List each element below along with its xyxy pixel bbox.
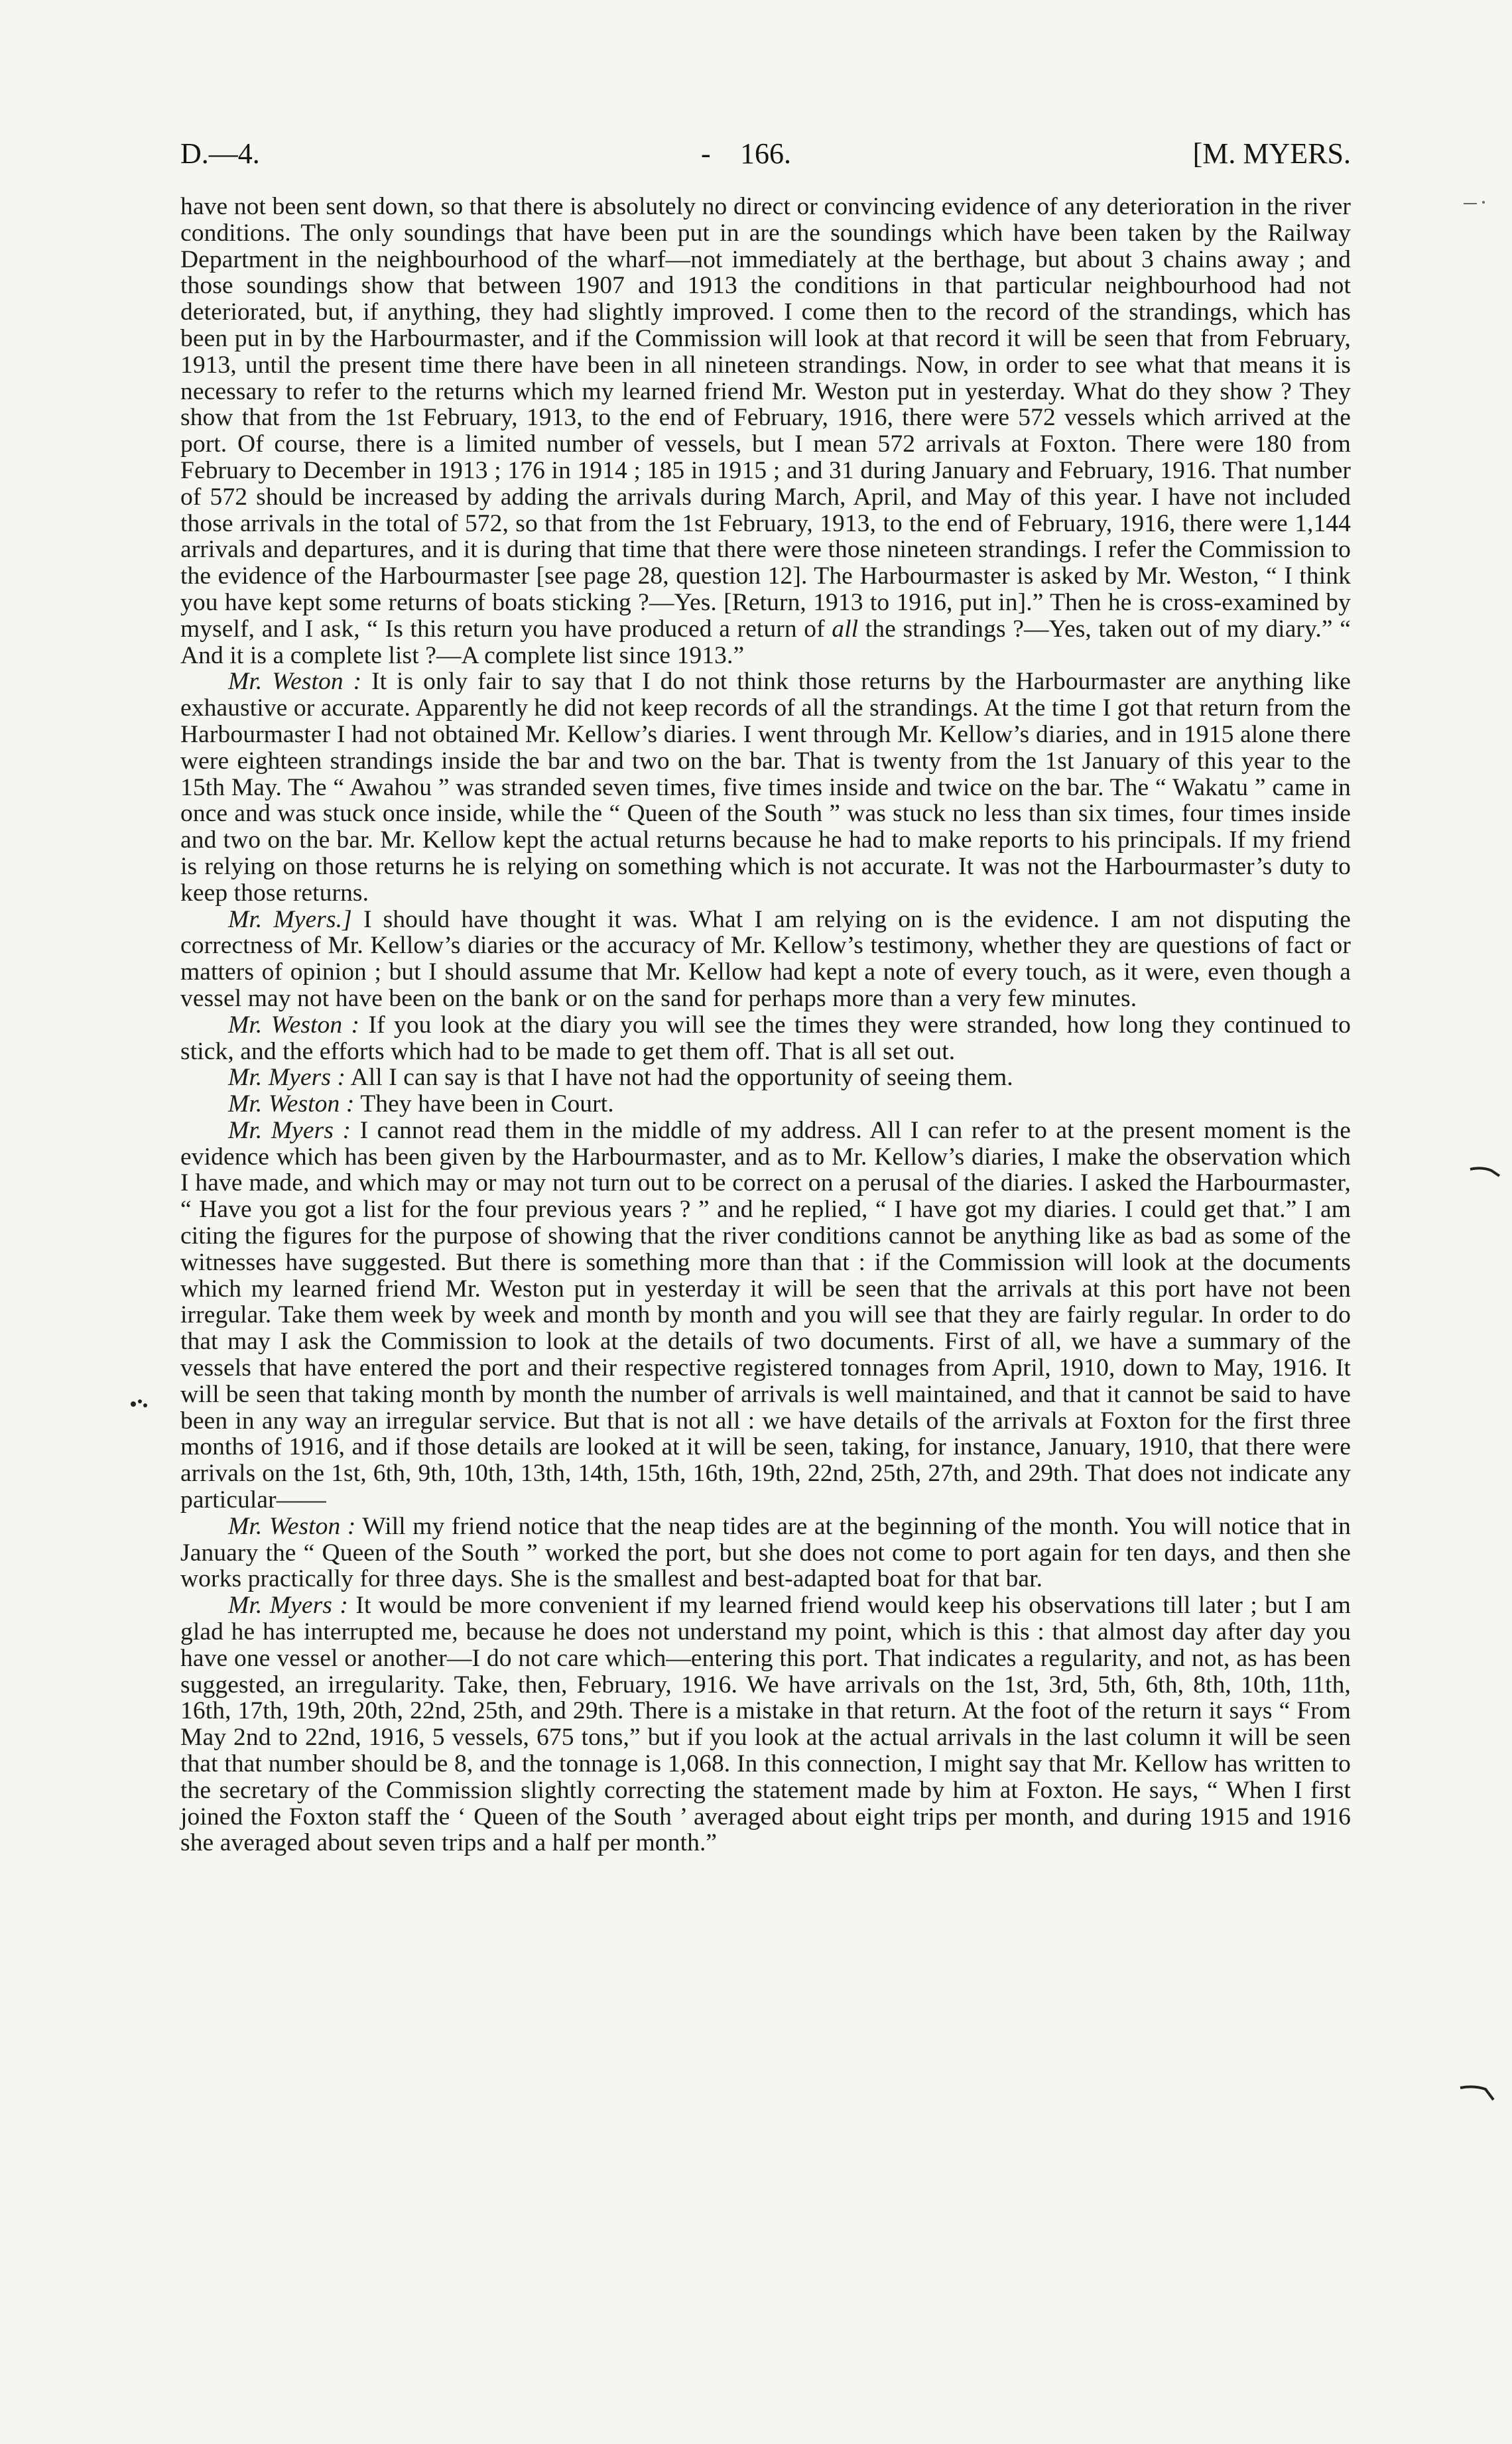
paragraph xyxy=(180,1012,1351,1065)
speaker-name: Mr. Weston : xyxy=(228,1512,356,1540)
paragraph-text: have not been sent down, so that there is absolutely no direct or convincing evidence of any deterioration in the river conditions. The only soundings that have been put in are the soundings which have been taken by the Railway Department in the neighbourhood of the wharf—not immediately at the berthage, but about 3 chains away ; and those soundings show that between 1907 and 1913 the conditions in that particular neighbourhood had not deteriorated, but, if anything, they had slightly improved. I come then to the record of the strandings, which has been put in by the Harbourmaster, and if the Commission will look at that record it will be seen that from February, 1913, until the present time there have been in all nineteen strandings. Now, in order to see what that means it is necessary to refer to the returns which my learned friend Mr. Weston put in yesterday. What do they show ? They show that from the 1st February, 1913, to the end of February, 1916, there were 572 vessels which arrived at the port. Of course, there is a limited number of vessels, but I mean 572 arrivals at Foxton. There were 180 from February to December in 1913 ; 176 in 1914 ; 185 in 1915 ; and 31 during January and February, 1916. That number of 572 should be increased by adding the arrivals during March, April, and May of this year. I have not included those arrivals in the total of 572, so that from the 1st February, 1913, to the end of February, 1916, there were 1,144 arrivals and departures, and it is during that time that there were those nineteen strandings. I refer the Commission to the evidence of the Harbourmaster [see page 28, question 12]. The Harbourmaster is asked by Mr. Weston, “ I think you have kept some returns of boats sticking ?—Yes. [Return, 1913 to 1916, put in].” Then he is cross-examined by myself, and I ask, “ Is this return you have produced a return of xyxy=(180,193,1351,643)
document-reference: D.—4. xyxy=(180,137,260,170)
speaker-heading: [M. MYERS. xyxy=(1192,137,1351,170)
margin-stroke-mark xyxy=(1459,2083,1499,2104)
speaker-name: Mr. Myers : xyxy=(228,1592,348,1620)
speaker-name: Mr. Weston : xyxy=(228,1011,360,1039)
speaker-name: Mr. Weston : xyxy=(228,668,362,696)
paragraph-text: Will my friend notice that the neap tides are at the beginning of the month. You will notice that in January the “ Queen of the South ” worked the port, but she does not come to port again for ten days, and then she works practically for three days. She is the smallest and best-adapted boat for that bar. xyxy=(180,1512,1351,1593)
header-separator: - xyxy=(701,137,711,170)
paragraph xyxy=(180,1118,1351,1513)
paragraph xyxy=(180,1064,1351,1091)
paragraph-text: They have been in Court. xyxy=(354,1090,614,1118)
paragraph-text: the strandings ?—Yes, taken out of my diary.” “ And it is a complete list ?—A complete list since 1913.” xyxy=(180,615,1351,669)
paragraph xyxy=(180,1592,1351,1856)
paragraph-text: If you look at the diary you will see the times they were stranded, how long they continued to stick, and the efforts which had to be made to get them off. That is all set out. xyxy=(180,1011,1351,1065)
paragraph-text: It is only fair to say that I do not think those returns by the Harbourmaster are anything like exhaustive or accurate. Apparently he did not keep records of all the strandings. At the time I got that return from the Harbourmaster I had not obtained Mr. Kellow’s diaries. I went through Mr. Kellow’s diaries, and in 1915 alone there were eighteen strandings inside the bar and two on the bar. That is twenty from the 1st January of this year to the 15th May. The “ Awahou ” was stranded seven times, five times inside and twice on the bar. The “ Wakatu ” came in once and was stuck once inside, while the “ Queen of the South ” was stuck no less than six times, four times inside and two on the bar. Mr. Kellow kept the actual returns because he had to make reports to his principals. If my friend is relying on those returns he is relying on something which is not accurate. It was not the Harbourmaster’s duty to keep those returns. xyxy=(180,668,1351,907)
page-header xyxy=(180,137,1351,176)
paragraph-text: I cannot read them in the middle of my address. All I can refer to at the present moment is the evidence which has been given by the Harbourmaster, and as to Mr. Kellow’s diaries, I make the observation which I have made, and which may or may not turn out to be correct on a perusal of the diaries. I asked the Harbourmaster, “ Have you got a list for the four previous years ? ” and he replied, “ I have got my diaries. I could get that.” I am citing the figures for the purpose of showing that the river conditions cannot be anything like as bad as some of the witnesses have suggested. But there is something more than that : if the Commission will look at the documents which my learned friend Mr. Weston put in yesterday it will be seen that the arrivals at this port have not been irregular. Take them week by week and month by month and you will see that they are fairly regular. In order to do that may I ask the Commission to look at the details of two documents. First of all, we have a summary of the vessels that have entered the port and their respective registered tonnages from April, 1910, down to May, 1916. It will be seen that taking month by month the number of arrivals is well maintained, and that it cannot be said to have been in any way an irregular service. But that is not all : we have details of the arrivals at Foxton for the first three months of 1916, and if those details are looked at it will be seen, taking, for instance, January, 1910, that there were arrivals on the 1st, 6th, 9th, 10th, 13th, 14th, 15th, 16th, 19th, 22nd, 25th, 27th, and 29th. That does not indicate any particular—— xyxy=(180,1116,1351,1514)
paragraph xyxy=(180,669,1351,906)
paragraph-text: I should have thought it was. What I am relying on is the evidence. I am not disputing the correctness of Mr. Kellow’s diaries or the accuracy of Mr. Kellow’s testimony, whether they are questions of fact or matters of opinion ; but I should assume that Mr. Kellow had kept a note of every touch, as it were, even though a vessel may not have been on the bank or on the sand for perhaps more than a very few minutes. xyxy=(180,905,1351,1012)
paragraph xyxy=(180,1513,1351,1592)
margin-tick-mark xyxy=(1462,199,1489,208)
speaker-name: Mr. Weston : xyxy=(228,1090,355,1118)
emphasis-text: all xyxy=(832,615,859,643)
speaker-name: Mr. Myers : xyxy=(228,1064,346,1092)
margin-dot-mark xyxy=(129,1396,149,1411)
page-number: 166. xyxy=(740,137,791,170)
paragraph xyxy=(180,1091,1351,1118)
document-body xyxy=(180,194,1351,1856)
speaker-name: Mr. Myers : xyxy=(228,1116,351,1144)
paragraph xyxy=(180,907,1351,1012)
paragraph-text: It would be more convenient if my learned friend would keep his observations till later ; but I am glad he has interrupted me, because he does not understand my point, which is this : that almost day after day you have one vessel or another—I do not care which—entering this port. That indicates a regularity, and not, as has been suggested, an irregularity. Take, then, February, 1916. We have arrivals on the 1st, 3rd, 5th, 6th, 8th, 10th, 11th, 16th, 17th, 19th, 20th, 22nd, 25th, and 29th. There is a mistake in that return. At the foot of the return it says “ From May 2nd to 22nd, 1916, 5 vessels, 675 tons,” but if you look at the actual arrivals in the last column it will be seen that that number should be 8, and the tonnage is 1,068. In this connection, I might say that Mr. Kellow has written to the secretary of the Commission slightly correcting the statement made by him at Foxton. He says, “ When I first joined the Foxton staff the ‘ Queen of the South ’ averaged about eight trips per month, and during 1915 and 1916 she averaged about seven trips and a half per month.” xyxy=(180,1592,1351,1857)
paragraph xyxy=(180,194,1351,669)
paragraph-text: All I can say is that I have not had the opportunity of seeing them. xyxy=(346,1064,1013,1092)
margin-stroke-mark xyxy=(1469,1164,1502,1179)
speaker-name: Mr. Myers.] xyxy=(228,905,352,933)
